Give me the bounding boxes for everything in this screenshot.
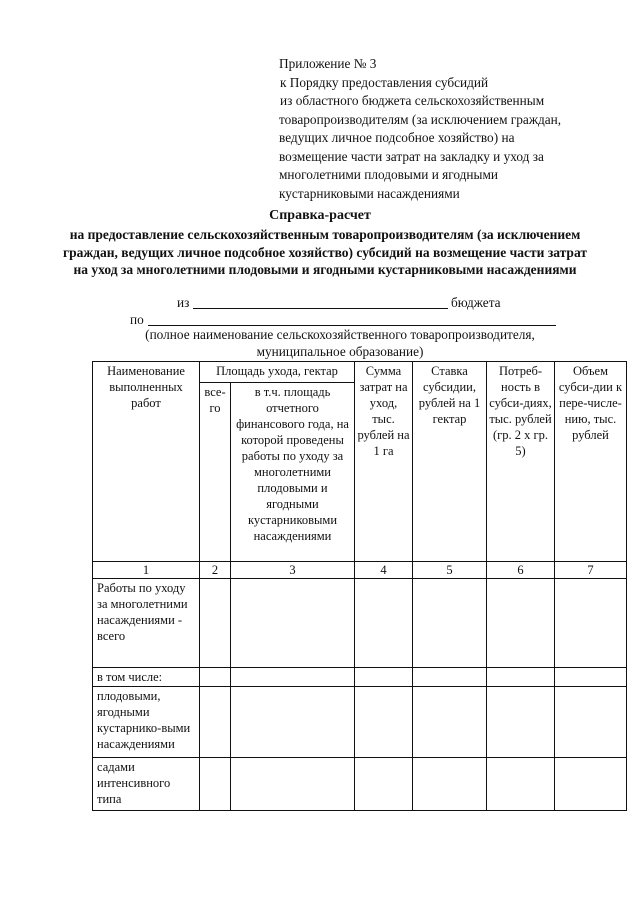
table-cell[interactable] <box>413 758 487 811</box>
table-cell[interactable] <box>200 579 231 668</box>
header-area-reporting: в т.ч. площадь отчетного финансового года, на которой проведены работы по уходу за многолетними плодовыми и ягодными кустарниковыми насаждениями <box>231 383 355 562</box>
calculation-table <box>92 361 627 811</box>
by-label: по <box>130 312 144 327</box>
row-label: плодовыми, ягодными кустарнико-выми насаждениями <box>93 687 200 758</box>
column-number: 7 <box>555 562 627 579</box>
document-subtitle: на предоставление сельскохозяйственным товаропроизводителям (за исключением граждан, ведущих личное подсобное хозяйство) субсидий на возмещение части затрат на уход за многолетними плодовыми и ягодными кустарниковыми насаждениями <box>63 227 587 277</box>
column-number: 4 <box>355 562 413 579</box>
producer-note: (полное наименование сельскохозяйственного товаропроизводителя, муниципальное образование) <box>145 327 535 359</box>
appendix-line: кустарниковыми насаждениями <box>279 185 460 201</box>
appendix-line: ведущих личное подсобное хозяйство) на <box>279 130 515 145</box>
column-number: 5 <box>413 562 487 579</box>
table-row <box>93 758 627 811</box>
table-cell[interactable] <box>555 758 627 811</box>
table-cell[interactable] <box>555 579 627 668</box>
from-label: из <box>177 295 190 310</box>
table-cell[interactable] <box>355 687 413 758</box>
table-cell[interactable] <box>355 668 413 687</box>
table-cell[interactable] <box>413 687 487 758</box>
row-label: в том числе: <box>93 668 200 687</box>
header-subsidy-volume: Объем субси-дии к пере-числе-нию, тыс. рублей <box>555 362 627 562</box>
table-cell[interactable] <box>231 758 355 811</box>
table-row <box>93 687 627 758</box>
table-cell[interactable] <box>355 579 413 668</box>
appendix-block <box>279 55 609 203</box>
column-number: 3 <box>231 562 355 579</box>
table-row <box>93 668 627 687</box>
budget-name-field <box>193 308 448 309</box>
table-cell[interactable] <box>231 668 355 687</box>
appendix-line: многолетними плодовыми и ягодными <box>279 167 498 182</box>
column-number: 2 <box>200 562 231 579</box>
table-cell[interactable] <box>413 579 487 668</box>
appendix-line: к Порядку предоставления субсидий <box>280 74 489 90</box>
header-area-total: все-го <box>200 383 231 562</box>
header-work-name: Наименование выполненных работ <box>93 362 200 562</box>
column-number: 1 <box>93 562 200 579</box>
table-cell[interactable] <box>487 579 555 668</box>
row-label: садами интенсивного типа <box>93 758 200 811</box>
appendix-line: из областного бюджета сельскохозяйственным <box>280 93 545 108</box>
table-cell[interactable] <box>231 579 355 668</box>
appendix-line: возмещение части затрат на закладку и уход за <box>279 148 544 164</box>
document-title: Справка-расчет <box>269 208 371 223</box>
row-label: Работы по уходу за многолетними насаждениями - всего <box>93 579 200 668</box>
budget-label: бюджета <box>451 295 501 310</box>
table-cell[interactable] <box>487 687 555 758</box>
table-row <box>93 579 627 668</box>
header-subsidy-rate: Ставка субсидии, рублей на 1 гектар <box>413 362 487 562</box>
table-cell[interactable] <box>200 687 231 758</box>
table-cell[interactable] <box>487 758 555 811</box>
header-cost-sum: Сумма затрат на уход, тыс. рублей на 1 га <box>355 362 413 562</box>
table-cell[interactable] <box>200 668 231 687</box>
column-number: 6 <box>487 562 555 579</box>
header-area-group: Площадь ухода, гектар <box>200 362 355 383</box>
appendix-line: Приложение № 3 <box>279 56 377 71</box>
table-cell[interactable] <box>231 687 355 758</box>
table-cell[interactable] <box>487 668 555 687</box>
table-cell[interactable] <box>413 668 487 687</box>
table-cell[interactable] <box>200 758 231 811</box>
table-cell[interactable] <box>555 668 627 687</box>
appendix-line: товаропроизводителям (за исключением граждан, <box>279 111 562 127</box>
header-subsidy-need: Потреб-ность в субси-диях, тыс. рублей (гр. 2 х гр. 5) <box>487 362 555 562</box>
table-cell[interactable] <box>555 687 627 758</box>
table-cell[interactable] <box>355 758 413 811</box>
